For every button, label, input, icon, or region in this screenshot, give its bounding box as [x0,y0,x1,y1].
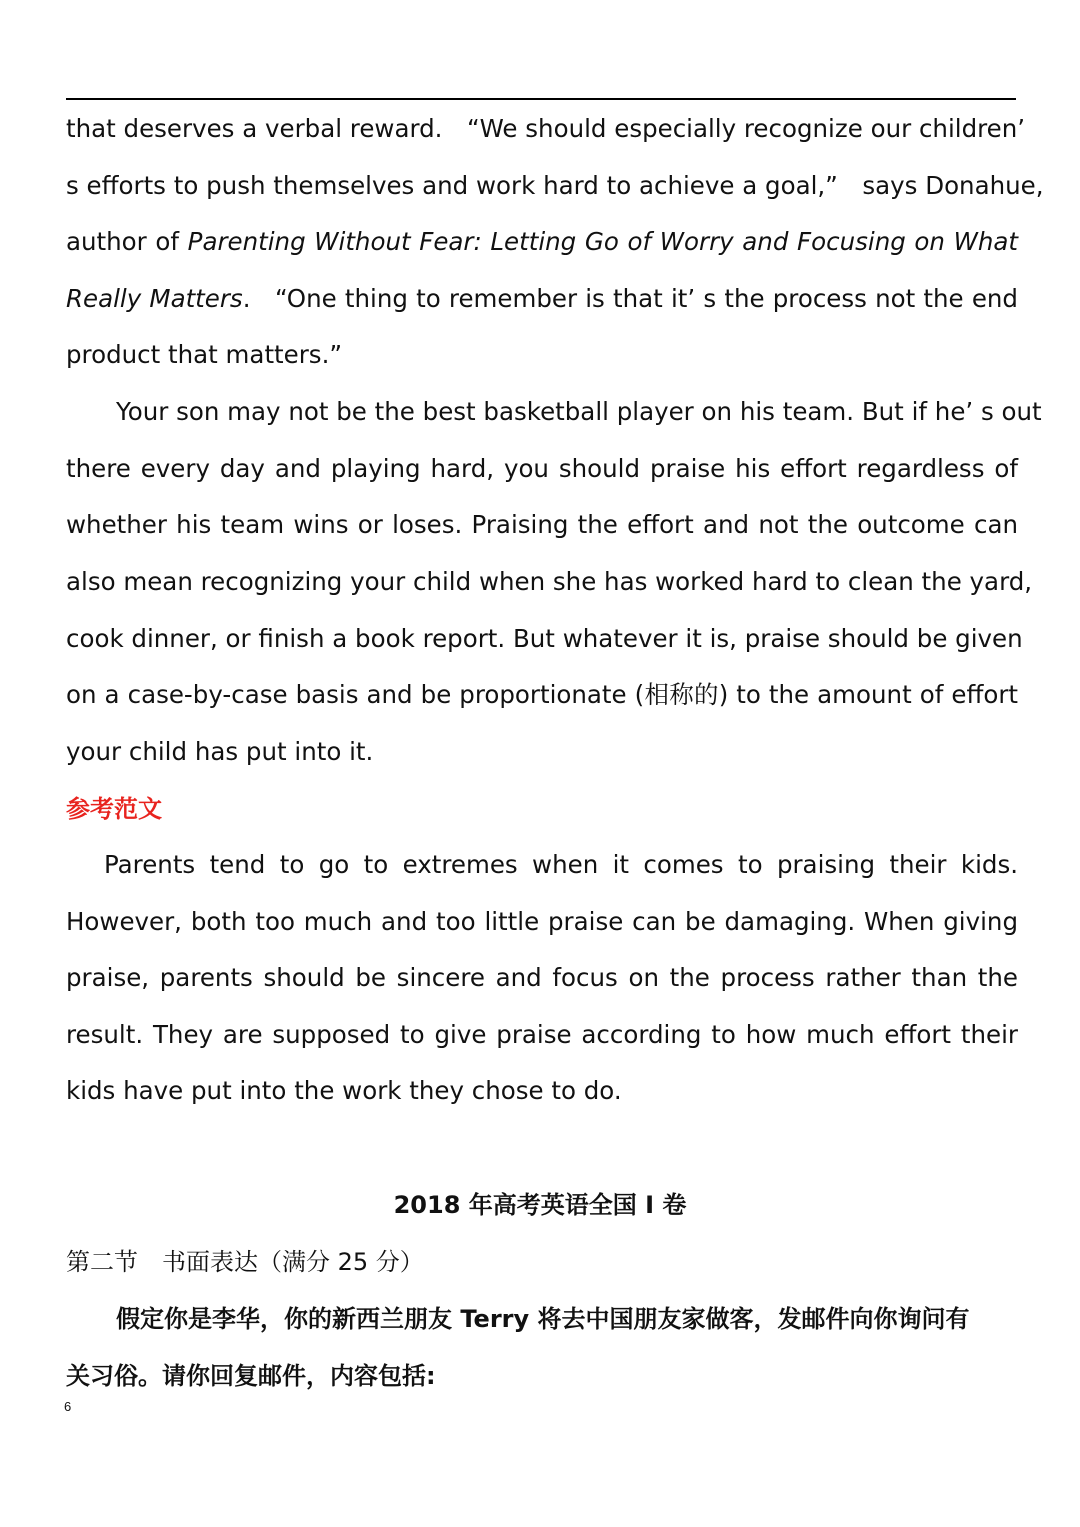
passage-line [66,224,1018,260]
section-heading: 第二节 书面表达（满分 25 分） [66,1248,424,1276]
reference-heading: 参考范文 [66,795,162,823]
passage-line: product that matters.” [66,340,343,369]
book-title: Really Matters [66,284,243,313]
passage-line: there every day and playing hard, you should praise his effort regardless of [66,454,1018,483]
exam-title: 2018 年高考英语全国 I 卷 [393,1191,687,1219]
passage-line: also mean recognizing your child when she has worked hard to clean the yard, [66,567,1033,596]
passage-line [66,281,1018,317]
prompt-line: 假定你是李华，你的新西兰朋友 Terry 将去中国朋友家做客，发邮件向你询问有 [116,1305,970,1333]
prompt-line: 关习俗。请你回复邮件，内容包括: [66,1362,436,1390]
book-title: Parenting Without Fear: Letting Go of Worry and Focusing on What [187,227,1018,256]
reference-line: praise, parents should be sincere and focus on the process rather than the [66,963,1018,992]
passage-line: s efforts to push themselves and work hard to achieve a goal,” says Donahue, [66,171,1044,200]
passage-line: on a case-by-case basis and be proportionate (相称的) to the amount of effort [66,680,1018,709]
header-rule [66,98,1016,100]
passage-line: whether his team wins or loses. Praising the effort and not the outcome can [66,510,1018,539]
passage-line: Your son may not be the best basketball player on his team. But if he’ s out [116,397,1042,426]
page-number: 6 [64,1399,72,1414]
text-run: author of [66,227,188,256]
reference-line: Parents tend to go to extremes when it comes to praising their kids. [104,850,1018,879]
reference-line: However, both too much and too little praise can be damaging. When giving [66,907,1018,936]
reference-line: result. They are supposed to give praise according to how much effort their [66,1020,1018,1049]
passage-line: your child has put into it. [66,737,374,766]
text-run: . “One thing to remember is that it’ s the process not the end [242,284,1018,313]
passage-line: that deserves a verbal reward. “We should especially recognize our children’ [66,114,1026,143]
passage-line: cook dinner, or finish a book report. But whatever it is, praise should be given [66,624,1023,653]
reference-line: kids have put into the work they chose to do. [66,1076,622,1105]
